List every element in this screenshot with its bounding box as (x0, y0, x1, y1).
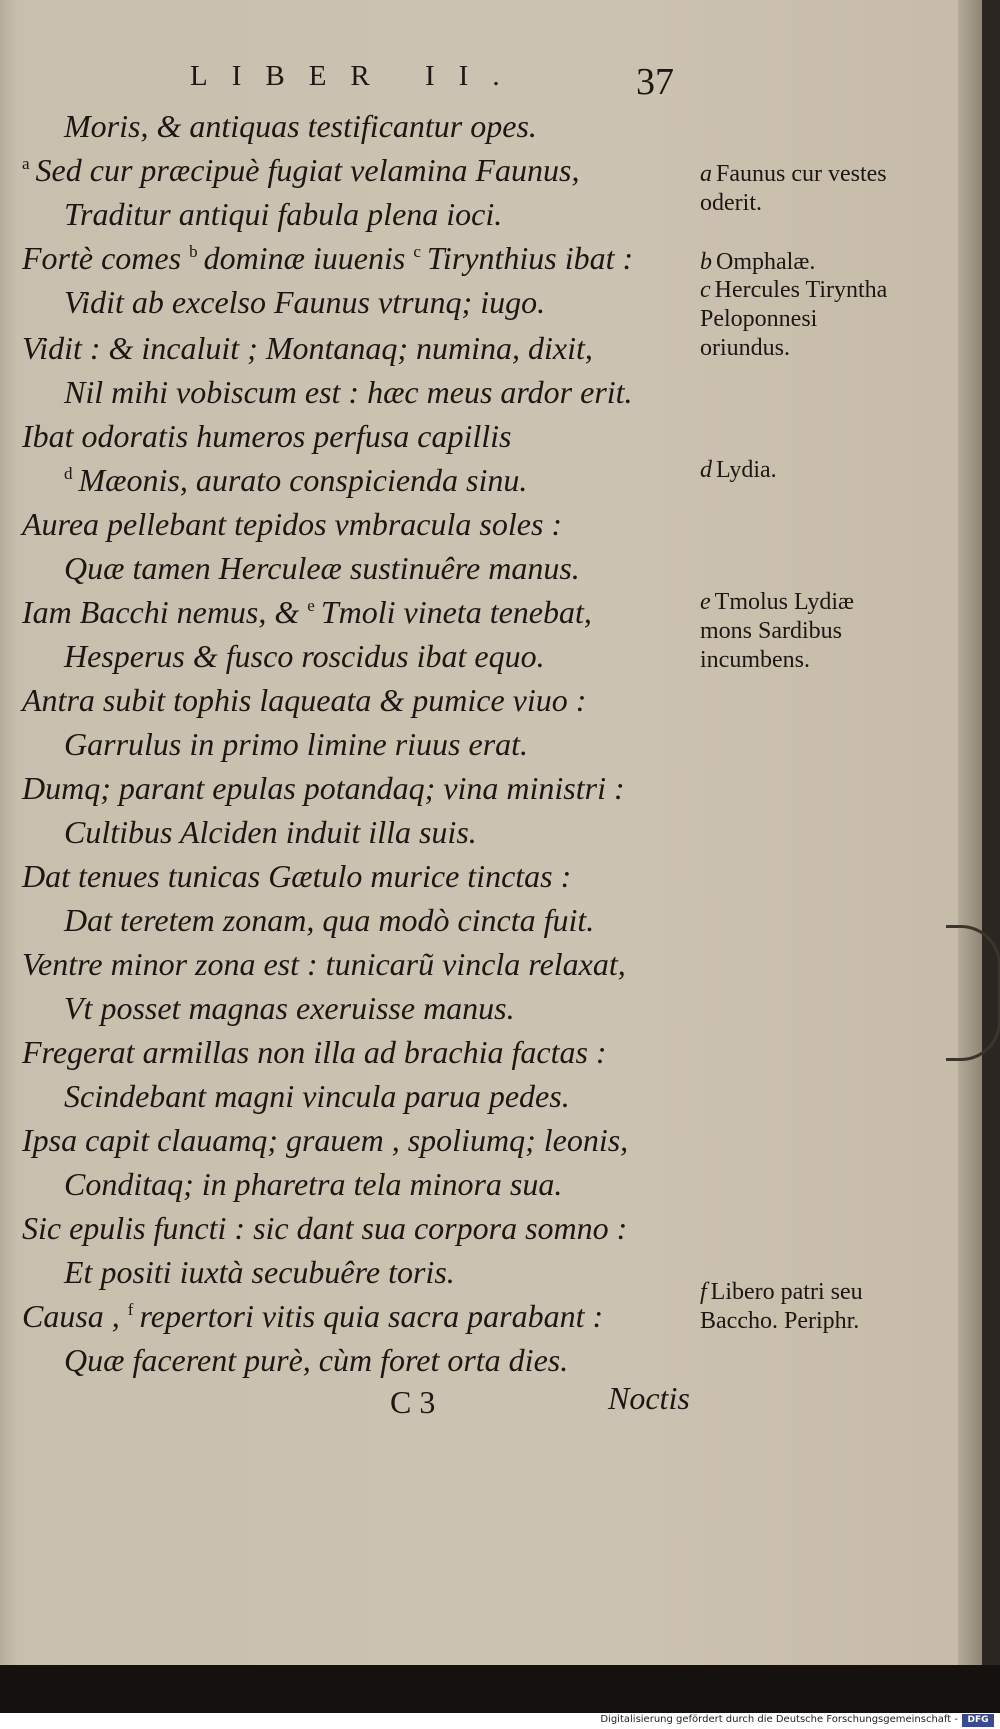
page-edge (958, 0, 982, 1665)
running-head: LIBER II. (190, 60, 524, 92)
verse-line: Scindebant magni vincula parua pedes. (64, 1078, 570, 1114)
verse-line: Causa , $^f$ repertori vitis quia sacra parabant : (22, 1298, 604, 1334)
note-marker: d (700, 457, 712, 483)
verse-line: Ventre minor zona est : tunicarũ vincla relaxat, (22, 946, 626, 982)
verse-line: Vt posset magnas exeruisse manus. (64, 990, 515, 1026)
verse-line: Sic epulis functi : sic dant sua corpora somno : (22, 1210, 628, 1246)
verse-line: Dumq; parant epulas potandaq; vina ministri : (22, 770, 625, 806)
verse-line: Dat tenues tunicas Gætulo murice tinctas : (22, 858, 572, 894)
note-marker: b (700, 249, 712, 275)
verse-line: Moris, & antiquas testificantur opes. (64, 108, 537, 144)
verse-line: Dat teretem zonam, qua modò cincta fuit. (64, 902, 595, 938)
verse-line: Quæ tamen Herculeæ sustinuêre manus. (64, 550, 580, 586)
note-marker: b (189, 242, 198, 262)
verse-line: Aurea pellebant tepidos vmbracula soles : (22, 506, 563, 542)
verse-line: Quæ facerent purè, cùm foret orta dies. (64, 1342, 569, 1378)
verse-line: Ipsa capit clauamq; grauem , spoliumq; leonis, (22, 1122, 629, 1158)
note-marker: f (700, 1279, 707, 1305)
margin-note: b Omphalæ. (700, 249, 816, 275)
dfg-logo: DFG (962, 1714, 994, 1727)
verse-line: Fortè comes $^b$ dominæ iuuenis $^c$ Tirynthius ibat : (22, 240, 634, 276)
verse-line: $^a$ Sed cur præcipuè fugiat velamina Faunus, (22, 152, 580, 188)
note-marker: f (127, 1300, 134, 1320)
verse-line: Cultibus Alciden induit illa suis. (64, 814, 477, 850)
verse-line: $^d$ Mæonis, aurato conspicienda sinu. (64, 462, 528, 498)
note-marker: a (22, 154, 30, 174)
verse-line: Iam Bacchi nemus, & $^e$ Tmoli vineta tenebat, (22, 594, 592, 630)
verse-line: Vidit ab excelso Faunus vtrunq; iugo. (64, 284, 546, 320)
margin-note: c Hercules Tiryntha Peloponnesi oriundus. (700, 277, 888, 361)
note-marker: d (64, 464, 73, 484)
margin-note: d Lydia. (700, 457, 777, 483)
verse-line: Traditur antiqui fabula plena ioci. (64, 196, 503, 232)
page-number: 37 (636, 61, 674, 103)
margin-note: f Libero patri seu Baccho. Periphr. (700, 1279, 863, 1334)
verse-line: Ibat odoratis humeros perfusa capillis (22, 418, 512, 454)
margin-note: a Faunus cur vestes oderit. (700, 161, 887, 216)
book-clasp (946, 925, 1000, 1061)
verse-line: Vidit : & incaluit ; Montanaq; numina, dixit, (22, 330, 593, 366)
note-marker: c (700, 277, 711, 303)
verse-line: Garrulus in primo limine riuus erat. (64, 726, 529, 762)
verse-line: Antra subit tophis laqueata & pumice viuo : (22, 682, 587, 718)
note-marker: a (700, 161, 712, 187)
verse-line: Fregerat armillas non illa ad brachia factas : (22, 1034, 607, 1070)
footer-credit: Digitalisierung gefördert durch die Deutsche Forschungsgemeinschaft - (600, 1714, 958, 1725)
note-marker: c (413, 242, 421, 262)
verse-line: Conditaq; in pharetra tela minora sua. (64, 1166, 563, 1202)
margin-note: e Tmolus Lydiæ mons Sardibus incumbens. (700, 589, 855, 673)
signature-mark: C 3 (390, 1384, 436, 1420)
verse-line: Nil mihi vobiscum est : hæc meus ardor erit. (64, 374, 633, 410)
note-marker: e (700, 589, 711, 615)
scan-background (0, 1665, 1000, 1713)
note-marker: e (307, 596, 315, 616)
verse-line: Hesperus & fusco roscidus ibat equo. (64, 638, 545, 674)
catchword: Noctis (608, 1380, 690, 1416)
verse-line: Et positi iuxtà secubuêre toris. (64, 1254, 455, 1290)
